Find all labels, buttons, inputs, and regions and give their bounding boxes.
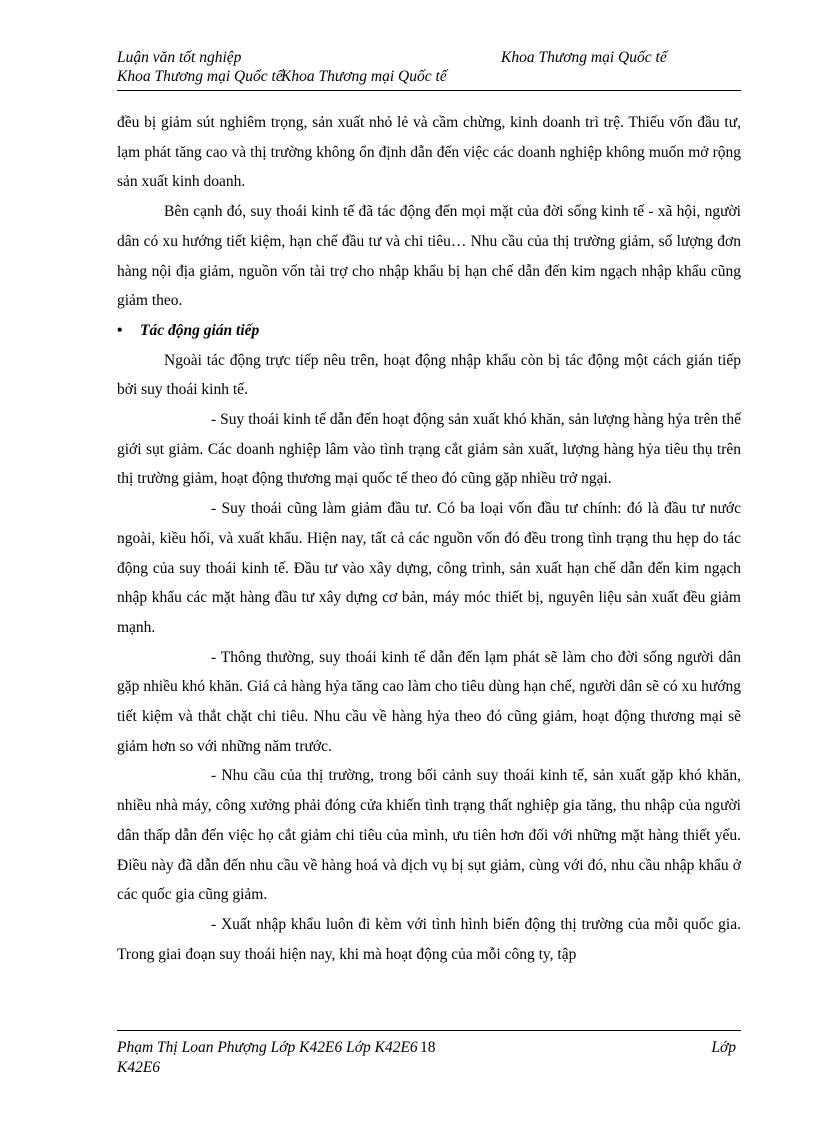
- paragraph-2: Bên cạnh đó, suy thoái kinh tế đã tác động đến mọi mặt của đời sống kinh tế - xã hội, người dân có xu hướng tiết kiệm, hạn chế đầu tư và chi tiêu… Nhu cầu của thị trường giảm, số lượng đơn hàng nội địa giảm, nguồn vốn tài trợ cho nhập khẩu bị hạn chế dẫn đến kim ngạch nhập khẩu cũng giảm theo.: [117, 203, 741, 310]
- paragraph-5: - Suy thoái cũng làm giảm đầu tư. Có ba loại vốn đầu tư chính: đó là đầu tư nước ngoài, kiều hối, và xuất khẩu. Hiện nay, tất cả các nguồn vốn đó đều trong tình trạng thu hẹp do tác động của suy thoái kinh tế. Đầu tư vào xây dựng, công trình, sản xuất hạn chế dẫn đến kim ngạch nhập khẩu các mặt hàng đầu tư xây dựng cơ bản, máy móc thiết bị, nguyên liệu sản xuất đều giảm mạnh.: [117, 500, 741, 636]
- header-faculty-mid: Khoa Thương mại Quốc tế: [281, 68, 447, 85]
- footer-class-label: Lớp: [711, 1039, 736, 1056]
- header-faculty-right: Khoa Thương mại Quốc tế: [501, 49, 667, 66]
- paragraph-4: - Suy thoái kinh tế dẫn đến hoạt động sản xuất khó khăn, sản lượng hàng hỷa trên thế giới sụt giảm. Các doanh nghiệp lâm vào tình trạng cắt giảm sản xuất, lượng hàng hỷa tiêu thụ trên thị trường giảm, hoạt động thương mại quốc tế theo đó cũng gặp nhiều trở ngại.: [117, 411, 741, 488]
- footer-class-code: K42E6: [117, 1059, 161, 1076]
- header-faculty-left: Khoa Thương mại Quốc tế: [117, 68, 283, 85]
- paragraph-8: - Xuất nhập khẩu luôn đi kèm với tình hình biến động thị trường của mỗi quốc gia. Trong giai đoạn suy thoái hiện nay, khi mà hoạt động của mỗi công ty, tập: [117, 915, 741, 963]
- header-thesis-label: Luận văn tốt nghiệp: [117, 49, 242, 66]
- page-header: [117, 46, 741, 91]
- page-number: 18: [420, 1039, 436, 1056]
- paragraph-6: - Thông thường, suy thoái kinh tế dẫn đến lạm phát sẽ làm cho đời sống người dân gặp nhiều khó khăn. Giá cả hàng hỷa tăng cao làm cho tiêu dùng hạn chế, người dân sẽ có xu hướng tiết kiệm và thắt chặt chi tiêu. Nhu cầu về hàng hỷa theo đó cũng giảm, hoạt động thương mại sẽ giảm hơn so với những năm trước.: [117, 648, 741, 755]
- paragraph-3: Ngoài tác động trực tiếp nêu trên, hoạt động nhập khẩu còn bị tác động một cách gián tiếp bởi suy thoái kinh tế.: [117, 351, 741, 399]
- section-heading: [117, 316, 741, 346]
- heading-text: Tác động gián tiếp: [140, 321, 260, 339]
- paragraph-1: đều bị giảm sút nghiêm trọng, sản xuất nhỏ lẻ và cầm chừng, kinh doanh trì trệ. Thiếu vốn đầu tư, lạm phát tăng cao và thị trường không ổn định dẫn đến việc các doanh nghiệp không muốn mở rộng sản xuất kinh doanh.: [117, 114, 741, 191]
- document-body: [117, 108, 741, 969]
- bullet-icon: •: [117, 321, 123, 339]
- footer-author: Phạm Thị Loan Phượng Lớp K42E6 Lớp K42E6: [117, 1039, 418, 1056]
- page-footer: [117, 1030, 741, 1076]
- paragraph-7: - Nhu cầu của thị trường, trong bối cảnh suy thoái kinh tế, sản xuất gặp khó khăn, nhiều nhà máy, công xưởng phải đóng cửa khiến tình trạng thất nghiệp gia tăng, thu nhập của người dân thấp dẫn đến việc họ cắt giảm chi tiêu của mình, ưu tiên hơn đối với những mặt hàng thiết yếu. Điều này đã dẫn đến nhu cầu về hàng hoá và dịch vụ bị sụt giảm, cùng với đó, nhu cầu nhập khẩu ở các quốc gia cũng giảm.: [117, 767, 741, 904]
